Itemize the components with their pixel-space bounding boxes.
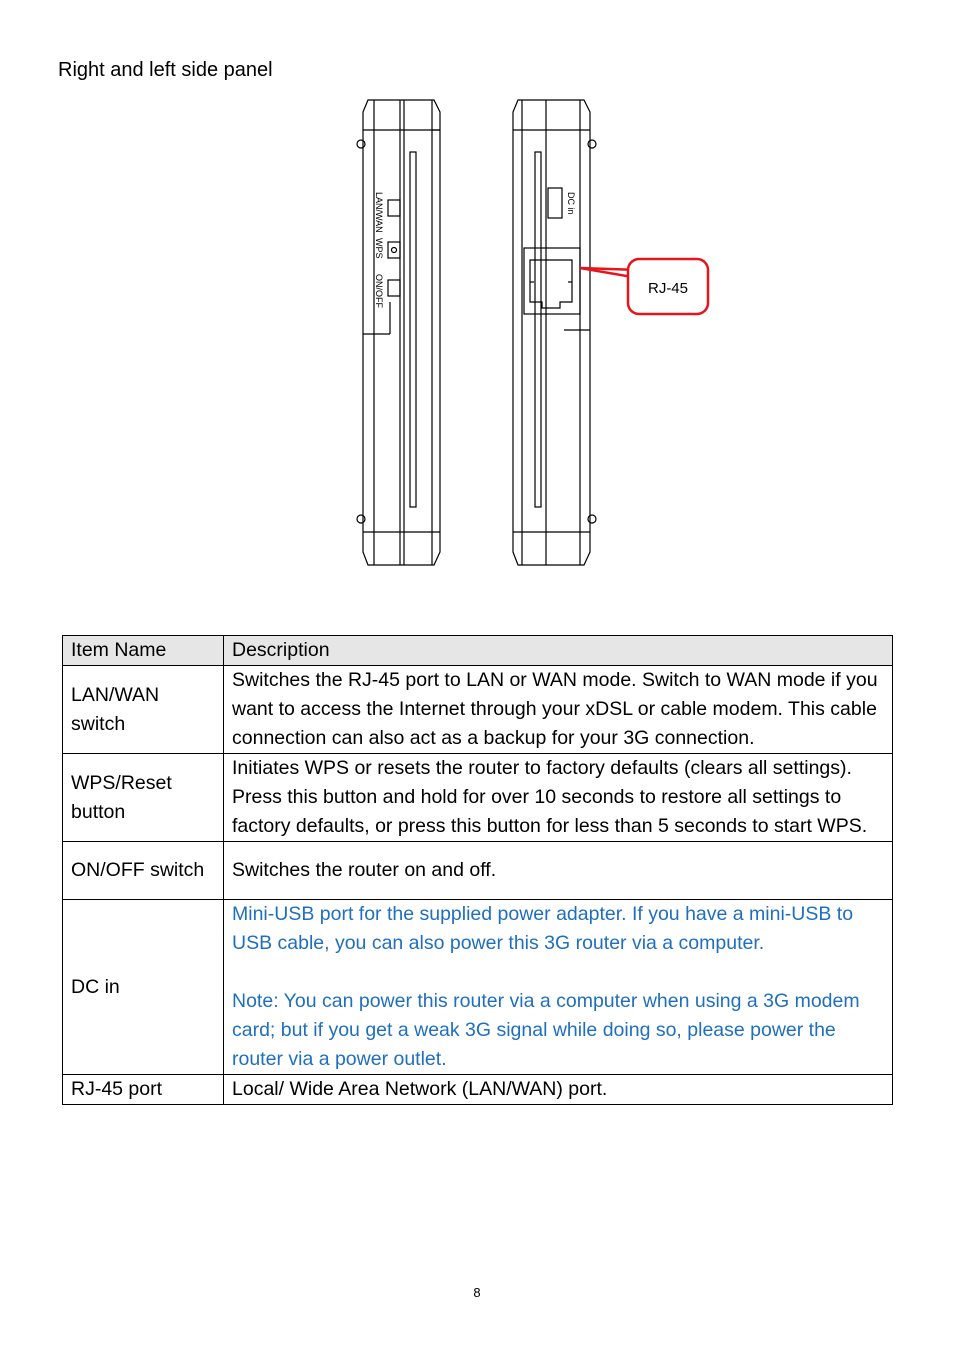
item-name-cell: DC in — [63, 900, 224, 1075]
description-cell: Initiates WPS or resets the router to factory defaults (clears all settings). Press this button and hold for over 10 seconds to restore all settings to factory defaults, or press this button for less than 5 seconds to start WPS. — [224, 754, 893, 842]
description-cell — [224, 900, 893, 1075]
item-description-table — [62, 635, 893, 1105]
table-row — [63, 754, 893, 842]
description-cell: Switches the RJ-45 port to LAN or WAN mode. Switch to WAN mode if you want to access the Internet through your xDSL or cable modem. This cable connection can also act as a backup for your 3G connection. — [224, 666, 893, 754]
table-row — [63, 666, 893, 754]
on-off-label: ON/OFF — [374, 274, 384, 308]
dc-in-note: Note: You can power this router via a computer when using a 3G modem card; but if you get a weak 3G signal while doing so, please power the router via a power outlet. — [232, 990, 860, 1070]
table-row — [63, 1075, 893, 1105]
lan-wan-label: LAN/WAN — [374, 192, 384, 233]
item-name-cell: WPS/Reset button — [63, 754, 224, 842]
item-name-cell: RJ-45 port — [63, 1075, 224, 1105]
table-row — [63, 842, 893, 900]
page-number: 8 — [473, 1285, 481, 1300]
page-heading: Right and left side panel — [58, 59, 273, 81]
item-name-cell: ON/OFF switch — [63, 842, 224, 900]
table-row — [63, 900, 893, 1075]
callout-label: RJ-45 — [647, 280, 689, 297]
side-panel-figure — [350, 92, 720, 572]
rj45-callout — [580, 259, 708, 314]
wps-label: WPS — [374, 238, 384, 259]
header-description: Description — [224, 636, 893, 666]
item-name-cell: LAN/WAN switch — [63, 666, 224, 754]
paragraph-gap — [232, 958, 884, 987]
dc-in-label: DC in — [566, 192, 576, 215]
description-cell: Switches the router on and off. — [224, 842, 893, 900]
dc-in-description: Mini-USB port for the supplied power adapter. If you have a mini-USB to USB cable, you can also power this 3G router via a computer. — [232, 903, 854, 954]
left-panel-drawing — [357, 100, 440, 565]
right-panel-drawing — [513, 100, 596, 565]
table-header-row — [63, 636, 893, 666]
left-panel-labels — [374, 192, 384, 308]
side-panel-drawing — [350, 92, 720, 572]
header-item-name: Item Name — [63, 636, 224, 666]
description-cell: Local/ Wide Area Network (LAN/WAN) port. — [224, 1075, 893, 1105]
